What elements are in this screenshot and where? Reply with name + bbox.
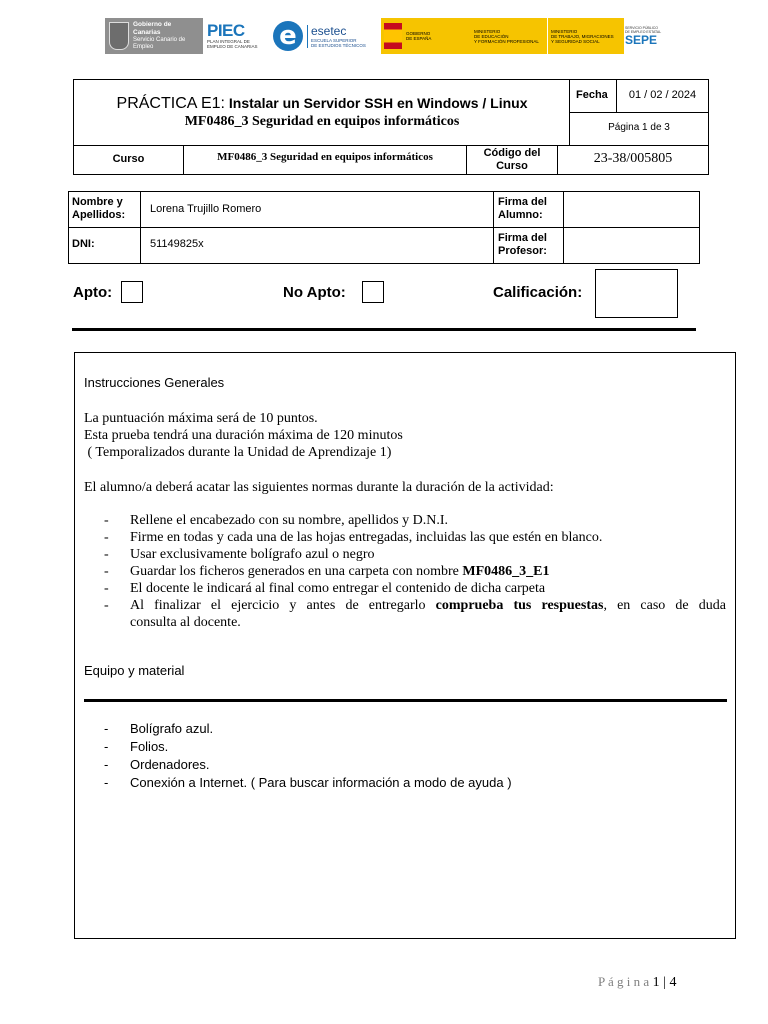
esetec-logo — [273, 18, 376, 54]
title-rest: Instalar un Servidor SSH en Windows / Linux — [225, 95, 528, 111]
equipo-item-4: Conexión a Internet. ( Para buscar información a modo de ayuda ) — [130, 775, 512, 790]
instructions-p1: La puntuación máxima será de 10 puntos. — [84, 411, 318, 426]
rule-1-text: Rellene el encabezado con su nombre, apellidos y D.N.I. — [130, 513, 449, 528]
list-item — [104, 721, 214, 736]
min2-text-3: Y SEGURIDAD SOCIAL — [551, 38, 600, 44]
equipo-item-3: Ordenadores. — [130, 757, 210, 772]
piec-logo — [207, 18, 271, 54]
calificacion-label: Calificación: — [493, 284, 583, 301]
canarias-shield-icon — [109, 22, 129, 50]
instructions-p2: Esta prueba tendrá una duración máxima de 120 minutos — [84, 428, 403, 443]
sepe-subtext-2: DE EMPLEO ESTATAL — [625, 29, 662, 34]
esetec-logo-subtext-1: ESCUELA SUPERIOR — [311, 37, 357, 43]
apto-checkbox[interactable] — [121, 281, 143, 303]
curso-value: MF0486_3 Seguridad en equipos informáticos — [217, 151, 433, 163]
fecha-label: Fecha — [576, 89, 608, 101]
apto-label: Apto: — [73, 284, 113, 301]
spain-coat-of-arms-icon — [384, 23, 402, 49]
esetec-logo-text: esetec — [311, 23, 347, 38]
bullet-dash: - — [104, 581, 109, 596]
firma-profesor-label-2: Profesor: — [498, 245, 547, 257]
pagina-value: Página 1 de 3 — [608, 122, 670, 133]
dni-label: DNI: — [72, 238, 95, 250]
firma-alumno-label-2: Alumno: — [498, 209, 543, 221]
rule-6-pre: Al finalizar el ejercicio y antes de entregarlo — [130, 598, 436, 613]
instructions-p3: ( Temporalizados durante la Unidad de Aprendizaje 1) — [84, 445, 392, 460]
title-prefix: PRÁCTICA E1: — [116, 95, 225, 112]
min1-text-1: MINISTERIO — [474, 28, 501, 34]
canarias-logo-subtext: Servicio Canario de Empleo — [133, 36, 186, 50]
rule-6-line2: consulta al docente. — [130, 615, 241, 630]
equipo-heading: Equipo y material — [84, 663, 185, 678]
equipo-divider — [84, 699, 727, 702]
bullet-dash: - — [104, 598, 109, 613]
firma-profesor-cell[interactable] — [563, 227, 700, 264]
equipo-item-2: Folios. — [130, 739, 169, 754]
page-subtitle: MF0486_3 Seguridad en equipos informáticos — [184, 114, 460, 129]
firma-alumno-cell[interactable] — [563, 191, 700, 228]
bullet-dash: - — [104, 547, 109, 562]
footer-pagina-word: P á g i n a — [598, 974, 650, 989]
bullet-dash: - — [104, 739, 109, 754]
nombre-label — [72, 196, 125, 222]
divider-line — [72, 328, 696, 331]
bullet-dash: - — [104, 775, 109, 790]
rule-4-text — [130, 563, 730, 580]
instructions-p4: El alumno/a deberá acatar las siguientes normas durante la duración de la actividad: — [84, 480, 554, 495]
sepe-logo-text: SEPE — [625, 32, 658, 47]
codigo-label-1: Código del — [483, 147, 541, 159]
piec-logo-subtext-2: EMPLEO DE CANARIAS — [207, 44, 258, 49]
sepe-subtext-1: SERVICIO PÚBLICO — [625, 25, 659, 30]
piec-logo-text: PIEC — [207, 21, 245, 40]
codigo-label-2: Curso — [496, 160, 528, 172]
sepe-logo — [625, 18, 662, 54]
bullet-dash: - — [104, 721, 109, 736]
list-item — [104, 775, 512, 790]
ministerio-educacion-logo — [471, 18, 547, 54]
nombre-label-2: Apellidos: — [72, 209, 126, 221]
rule-6-text — [130, 597, 726, 614]
gobierno-canarias-logo — [105, 18, 203, 54]
rule-3-text: Usar exclusivamente bolígrafo azul o negro — [130, 547, 375, 562]
firma-alumno-label-1: Firma del — [498, 196, 547, 208]
min1-text-2: DE EDUCACIÓN — [474, 33, 509, 39]
rule-6-post: , en caso de duda — [603, 598, 726, 613]
gob-logo-text-2: DE ESPAÑA — [406, 36, 432, 41]
footer-page-num: 1 — [652, 975, 660, 990]
page-footer — [598, 974, 676, 991]
instructions-heading: Instrucciones Generales — [84, 375, 225, 390]
rule-6-bold: comprueba tus respuestas — [435, 598, 604, 613]
list-item — [104, 757, 210, 772]
esetec-logo-subtext-2: DE ESTUDIOS TÉCNICOS — [311, 42, 366, 48]
gob-logo-text-1: GOBIERNO — [406, 31, 431, 36]
nombre-label-1: Nombre y — [72, 196, 123, 208]
bullet-dash: - — [104, 757, 109, 772]
canarias-logo-text: Gobierno de Canarias — [133, 21, 172, 36]
fecha-value: 01 / 02 / 2024 — [628, 89, 697, 101]
equipo-item-1: Bolígrafo azul. — [130, 721, 214, 736]
no-apto-label: No Apto: — [283, 284, 346, 301]
dni-value: 51149825x — [150, 238, 204, 250]
firma-profesor-label — [498, 232, 547, 258]
rule-2-text: Firme en todas y cada una de las hojas entregadas, incluidas las que estén en blanco. — [130, 530, 603, 545]
rule-5-text: El docente le indicará al final como entregar el contenido de dicha carpeta — [130, 581, 546, 596]
piec-logo-subtext-1: PLAN INTEGRAL DE — [207, 39, 250, 44]
list-item — [104, 739, 169, 754]
bullet-dash: - — [104, 564, 109, 579]
min2-text-1: MINISTERIO — [551, 28, 578, 34]
curso-label: Curso — [112, 153, 145, 165]
gobierno-espana-logo — [381, 18, 471, 54]
nombre-value: Lorena Trujillo Romero — [150, 203, 262, 215]
footer-total: 4 — [669, 975, 677, 990]
ministerio-trabajo-logo — [548, 18, 624, 54]
rule-4-folder-name: MF0486_3_E1 — [462, 564, 550, 579]
calificacion-box[interactable] — [595, 269, 678, 318]
bullet-dash: - — [104, 530, 109, 545]
page-title — [74, 95, 570, 113]
rule-4-pre: Guardar los ficheros generados en una carpeta con nombre — [130, 564, 463, 579]
min1-text-3: Y FORMACIÓN PROFESIONAL — [474, 38, 539, 44]
esetec-e-icon: e — [273, 21, 303, 51]
codigo-value: 23-38/005805 — [593, 151, 673, 166]
firma-profesor-label-1: Firma del — [498, 232, 547, 244]
min2-text-2: DE TRABAJO, MIGRACIONES — [551, 33, 614, 39]
bullet-dash: - — [104, 513, 109, 528]
no-apto-checkbox[interactable] — [362, 281, 384, 303]
firma-alumno-label — [498, 196, 547, 222]
footer-separator: | — [663, 975, 666, 990]
codigo-label — [466, 147, 558, 173]
